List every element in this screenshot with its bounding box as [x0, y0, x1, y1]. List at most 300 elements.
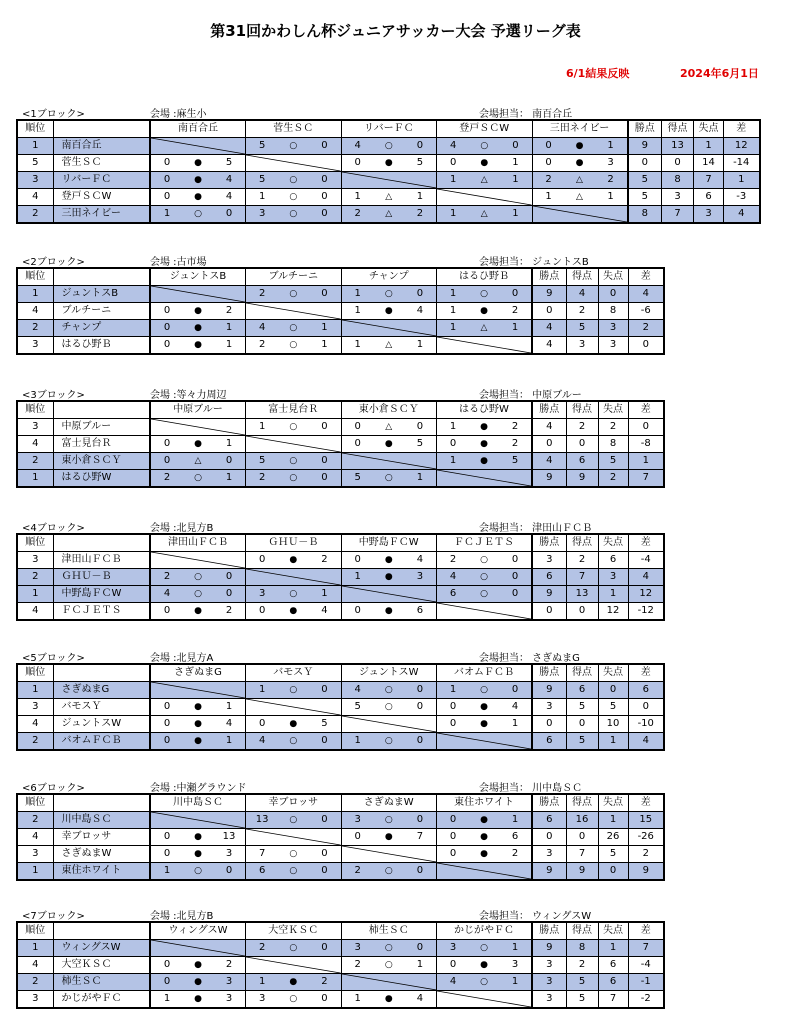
score-for: 6	[258, 865, 266, 876]
score-cell	[437, 453, 531, 469]
match-result	[341, 812, 437, 829]
score-against: 3	[225, 848, 233, 859]
result-symbol: ○	[194, 572, 202, 582]
points-header: 勝点	[532, 268, 566, 286]
score-against: 1	[511, 976, 519, 987]
score-cell	[342, 991, 437, 1007]
match-result	[150, 846, 246, 863]
rank-cell: 1	[17, 940, 53, 957]
match-result	[341, 206, 437, 224]
result-symbol: ○	[289, 685, 298, 695]
score-for: 3	[258, 993, 266, 1004]
score-against: 6	[511, 831, 519, 842]
goal-diff-cell: 1	[724, 172, 760, 189]
score-cell	[437, 829, 531, 845]
opponent-header: 登戸ＳＣW	[437, 120, 533, 138]
match-result	[246, 586, 342, 603]
goals-against-cell: 1	[598, 812, 628, 829]
team-name: バモスＹ	[53, 699, 150, 716]
league-block	[16, 385, 665, 488]
score-for: 2	[545, 174, 552, 185]
rank-header: 順位	[17, 534, 53, 552]
match-result	[150, 863, 246, 881]
match-result	[150, 974, 246, 991]
match-result	[341, 991, 437, 1009]
goals-for-cell: 7	[566, 846, 598, 863]
score-for: 0	[258, 718, 266, 729]
score-for: 1	[258, 421, 266, 432]
score-for: 13	[255, 814, 269, 825]
score-against: 4	[225, 191, 233, 202]
score-for: 2	[163, 571, 171, 582]
score-cell	[246, 682, 341, 698]
team-name: かじがやＦＣ	[53, 991, 150, 1009]
score-cell	[151, 303, 245, 319]
goal-diff-cell: -14	[724, 155, 760, 172]
rank-cell: 1	[17, 863, 53, 881]
match-result	[150, 206, 246, 224]
score-against: 6	[416, 605, 424, 616]
self-match-cell	[532, 206, 628, 224]
points-cell: 0	[532, 829, 566, 846]
team-name-header	[53, 922, 150, 940]
result-symbol: ●	[194, 832, 202, 842]
block-name: <3ブロック>	[22, 390, 85, 401]
result-symbol: ○	[289, 456, 298, 466]
rank-header: 順位	[17, 922, 53, 940]
league-block	[16, 252, 665, 355]
result-symbol: ○	[289, 192, 298, 202]
goal-diff-header: 差	[628, 664, 664, 682]
diagonal-line	[342, 846, 437, 862]
goals-for-cell: 5	[566, 699, 598, 716]
goals-against-cell: 14	[694, 155, 724, 172]
score-for: 0	[163, 831, 171, 842]
score-cell	[342, 733, 437, 749]
score-for: 3	[354, 942, 361, 953]
rank-cell: 3	[17, 991, 53, 1009]
rank-header: 順位	[17, 268, 53, 286]
team-name: 東小倉ＳＣＹ	[53, 453, 150, 470]
self-match-cell	[437, 603, 533, 621]
self-match-cell	[246, 436, 342, 453]
goal-diff-cell: 1	[628, 453, 664, 470]
result-symbol: ○	[384, 685, 393, 695]
goals-against-cell: 26	[598, 829, 628, 846]
goals-against-cell: 3	[598, 320, 628, 337]
match-result	[246, 603, 342, 621]
result-symbol: ●	[194, 439, 202, 449]
self-match-cell	[246, 957, 342, 974]
goals-for-header: 得点	[566, 794, 598, 812]
team-name-header	[53, 120, 150, 138]
result-symbol: ●	[194, 306, 202, 316]
score-for: 0	[163, 191, 171, 202]
match-result	[437, 206, 533, 224]
league-block	[16, 778, 665, 881]
team-name-header	[53, 664, 150, 682]
points-cell: 3	[532, 699, 566, 716]
block-name: <1ブロック>	[22, 109, 85, 120]
self-match-cell	[437, 470, 533, 488]
score-cell	[151, 829, 245, 845]
score-for: 4	[258, 735, 266, 746]
team-name: ジュントスB	[53, 286, 150, 303]
result-symbol: △	[385, 422, 393, 432]
match-result	[246, 419, 342, 436]
goals-against-header: 失点	[598, 664, 628, 682]
score-for: 0	[354, 421, 361, 432]
result-symbol: △	[480, 323, 488, 333]
rank-cell: 4	[17, 716, 53, 733]
goals-against-cell: 8	[598, 303, 628, 320]
opponent-header: ジュントスW	[341, 664, 437, 682]
score-for: 0	[163, 174, 171, 185]
goals-for-cell: 5	[566, 320, 598, 337]
score-cell	[246, 846, 341, 862]
match-result	[246, 320, 342, 337]
self-match-cell	[341, 586, 437, 603]
league-block	[16, 648, 665, 751]
team-name: はるひ野W	[53, 470, 150, 488]
match-result	[150, 320, 246, 337]
result-symbol: ○	[480, 943, 488, 953]
result-symbol: ○	[289, 323, 298, 333]
points-cell: 9	[532, 470, 566, 488]
score-for: 0	[258, 554, 266, 565]
score-for: 2	[258, 472, 266, 483]
score-cell	[246, 419, 341, 435]
result-symbol: ○	[289, 815, 298, 825]
score-cell	[151, 733, 245, 749]
score-for: 6	[449, 588, 457, 599]
goals-for-header: 得点	[566, 401, 598, 419]
score-against: 2	[225, 959, 233, 970]
score-cell	[437, 436, 531, 452]
score-against: 2	[511, 848, 519, 859]
score-for: 5	[258, 455, 266, 466]
result-symbol: ●	[194, 192, 202, 202]
opponent-header: ブルチーニ	[246, 268, 342, 286]
self-match-cell	[150, 286, 246, 303]
score-cell	[151, 155, 245, 171]
score-for: 0	[163, 322, 171, 333]
points-cell: 0	[532, 603, 566, 621]
score-cell	[533, 189, 627, 205]
opponent-header: ウィングスW	[150, 922, 246, 940]
result-symbol: ●	[194, 994, 202, 1004]
rank-cell: 2	[17, 320, 53, 337]
match-result	[246, 716, 342, 733]
score-cell	[437, 586, 531, 602]
score-cell	[533, 172, 627, 188]
score-for: 0	[163, 605, 171, 616]
match-result	[150, 303, 246, 320]
score-cell	[246, 940, 341, 956]
result-symbol: ○	[289, 589, 298, 599]
match-result	[341, 829, 437, 846]
match-result	[150, 716, 246, 733]
self-match-cell	[246, 569, 342, 586]
score-against: 0	[416, 140, 424, 151]
goals-against-cell: 6	[598, 552, 628, 569]
result-symbol: △	[576, 192, 583, 202]
table-row	[17, 337, 664, 355]
score-for: 0	[163, 305, 171, 316]
score-against: 1	[321, 339, 328, 350]
goal-diff-cell: 0	[628, 699, 664, 716]
result-symbol: ○	[289, 943, 298, 953]
goals-against-header: 失点	[598, 401, 628, 419]
match-result	[246, 940, 342, 957]
result-symbol: ○	[289, 422, 298, 432]
result-symbol: ○	[289, 736, 298, 746]
score-for: 2	[354, 208, 361, 219]
result-symbol: ●	[289, 555, 298, 565]
goals-for-cell: 13	[662, 138, 694, 155]
block-name: <6ブロック>	[22, 783, 85, 794]
result-symbol: ●	[194, 849, 202, 859]
diagonal-line	[151, 812, 245, 828]
result-symbol: ○	[289, 473, 298, 483]
score-for: 2	[258, 339, 266, 350]
result-symbol: ●	[194, 702, 202, 712]
score-for: 1	[354, 305, 361, 316]
team-name: 中野島ＦＣW	[53, 586, 150, 603]
table-row	[17, 569, 664, 586]
team-name: ジュントスW	[53, 716, 150, 733]
match-result	[437, 172, 533, 189]
score-against: 1	[511, 322, 519, 333]
diagonal-line	[246, 699, 341, 715]
rank-header: 順位	[17, 120, 53, 138]
table-row	[17, 603, 664, 621]
league-table	[16, 533, 665, 621]
score-against: 7	[416, 831, 424, 842]
points-cell: 6	[532, 569, 566, 586]
points-cell: 5	[628, 189, 662, 206]
score-against: 4	[225, 174, 233, 185]
rank-cell: 3	[17, 699, 53, 716]
diagonal-line	[342, 586, 437, 602]
result-symbol: ●	[480, 702, 488, 712]
score-for: 1	[449, 684, 457, 695]
match-result	[532, 155, 628, 172]
match-result	[150, 699, 246, 716]
points-cell: 9	[532, 586, 566, 603]
score-cell	[151, 846, 245, 862]
table-row	[17, 991, 664, 1009]
team-name: 大空ＫＳＣ	[53, 957, 150, 974]
team-name-header	[53, 268, 150, 286]
result-symbol: △	[576, 175, 583, 185]
score-against: 1	[416, 472, 424, 483]
match-result	[341, 337, 437, 355]
score-against: 0	[416, 865, 424, 876]
goals-against-cell: 3	[694, 206, 724, 224]
goals-against-cell: 7	[694, 172, 724, 189]
points-cell: 4	[532, 419, 566, 436]
venue-manager: 会場担当： 中原ブルー	[479, 390, 582, 401]
match-result	[437, 303, 533, 320]
points-cell: 5	[628, 172, 662, 189]
match-result	[532, 172, 628, 189]
league-block	[16, 104, 761, 224]
goals-for-header: 得点	[566, 664, 598, 682]
team-name: 幸ブロッサ	[53, 829, 150, 846]
score-against: 5	[321, 718, 328, 729]
diagonal-line	[437, 189, 532, 205]
goal-diff-cell: 15	[628, 812, 664, 829]
score-cell	[342, 206, 437, 222]
score-cell	[246, 716, 341, 732]
opponent-header: 東小倉ＳＣＹ	[341, 401, 437, 419]
score-against: 0	[512, 140, 519, 151]
goal-diff-cell: -1	[628, 974, 664, 991]
goals-against-cell: 5	[598, 453, 628, 470]
score-against: 0	[321, 140, 328, 151]
score-cell	[437, 974, 531, 990]
table-row	[17, 682, 664, 699]
rank-cell: 1	[17, 286, 53, 303]
score-for: 0	[163, 157, 171, 168]
score-against: 0	[416, 942, 424, 953]
block-header	[16, 252, 665, 267]
score-for: 3	[258, 588, 266, 599]
score-cell	[342, 436, 437, 452]
goal-diff-cell: 9	[628, 863, 664, 881]
match-result	[341, 189, 437, 206]
opponent-header: 中野島ＦＣW	[341, 534, 437, 552]
score-for: 0	[354, 605, 361, 616]
team-name: ＦＣＪＥＴＳ	[53, 603, 150, 621]
goals-for-header: 得点	[566, 534, 598, 552]
team-name: 中原ブルー	[53, 419, 150, 436]
diagonal-line	[151, 940, 245, 956]
team-name: 登戸ＳＣW	[53, 189, 150, 206]
opponent-header: 中原ブルー	[150, 401, 246, 419]
result-symbol: ●	[575, 141, 584, 151]
score-against: 5	[416, 438, 424, 449]
points-cell: 0	[532, 716, 566, 733]
score-against: 1	[225, 735, 233, 746]
table-row	[17, 863, 664, 881]
team-name: 菅生ＳＣ	[53, 155, 150, 172]
rank-cell: 4	[17, 957, 53, 974]
score-for: 2	[258, 942, 266, 953]
score-cell	[342, 470, 437, 486]
table-row	[17, 172, 760, 189]
page-title: 第31回かわしん杯ジュニアサッカー大会 予選リーグ表	[210, 22, 581, 40]
goals-for-header: 得点	[566, 268, 598, 286]
score-for: 1	[449, 208, 457, 219]
block-header	[16, 906, 665, 921]
score-against: 4	[225, 718, 233, 729]
team-name: ブルチーニ	[53, 303, 150, 320]
result-symbol: ●	[480, 815, 488, 825]
score-cell	[246, 189, 341, 205]
rank-cell: 3	[17, 552, 53, 569]
score-cell	[437, 552, 531, 568]
score-cell	[151, 699, 245, 715]
score-for: 1	[258, 684, 266, 695]
match-result	[437, 320, 533, 337]
opponent-header: 川中島ＳＣ	[150, 794, 246, 812]
match-result	[341, 552, 437, 569]
score-for: 3	[258, 208, 266, 219]
self-match-cell	[341, 172, 437, 189]
goals-for-cell: 6	[566, 453, 598, 470]
match-result	[246, 337, 342, 355]
score-cell	[246, 733, 341, 749]
score-against: 4	[416, 554, 424, 565]
score-for: 4	[449, 140, 457, 151]
score-cell	[151, 603, 245, 619]
match-result	[341, 569, 437, 586]
score-cell	[437, 716, 531, 732]
goals-against-cell: 1	[694, 138, 724, 155]
points-cell: 4	[532, 337, 566, 355]
goals-against-header: 失点	[598, 534, 628, 552]
goals-against-cell: 10	[598, 716, 628, 733]
result-symbol: ○	[194, 866, 202, 876]
points-header: 勝点	[532, 664, 566, 682]
score-against: 2	[225, 605, 233, 616]
diagonal-line	[437, 337, 531, 353]
result-symbol: ●	[194, 158, 202, 168]
goals-against-cell: 12	[598, 603, 628, 621]
score-against: 2	[321, 554, 328, 565]
score-cell	[533, 155, 627, 171]
score-for: 0	[354, 157, 361, 168]
score-for: 1	[354, 571, 361, 582]
table-header-row	[17, 664, 664, 682]
self-match-cell	[437, 991, 533, 1009]
result-symbol: ○	[289, 866, 298, 876]
result-symbol: △	[480, 209, 488, 219]
block-header	[16, 518, 665, 533]
score-against: 2	[416, 208, 424, 219]
goal-diff-cell: 7	[628, 940, 664, 957]
self-match-cell	[246, 303, 342, 320]
result-symbol: ○	[384, 702, 393, 712]
team-name: 富士見台Ｒ	[53, 436, 150, 453]
self-match-cell	[150, 419, 246, 436]
match-result	[341, 957, 437, 974]
result-symbol: ○	[480, 685, 488, 695]
venue-label: 会場 :古市場	[150, 257, 207, 268]
block-header	[16, 104, 761, 119]
opponent-header: 津田山ＦＣＢ	[150, 534, 246, 552]
score-for: 1	[163, 208, 171, 219]
result-symbol: ●	[480, 960, 488, 970]
goals-against-cell: 1	[598, 733, 628, 751]
goal-diff-cell: 12	[724, 138, 760, 155]
match-result	[246, 974, 342, 991]
venue-label: 会場 :麻生小	[150, 109, 207, 120]
result-symbol: ○	[289, 141, 298, 151]
table-row	[17, 733, 664, 751]
result-symbol: ○	[480, 141, 489, 151]
score-for: 0	[449, 157, 457, 168]
table-row	[17, 812, 664, 829]
points-cell: 4	[532, 453, 566, 470]
score-for: 1	[354, 993, 361, 1004]
score-for: 2	[354, 959, 361, 970]
match-result	[150, 453, 246, 470]
rank-cell: 5	[17, 155, 53, 172]
opponent-header: ＦＣＪＥＴＳ	[437, 534, 533, 552]
